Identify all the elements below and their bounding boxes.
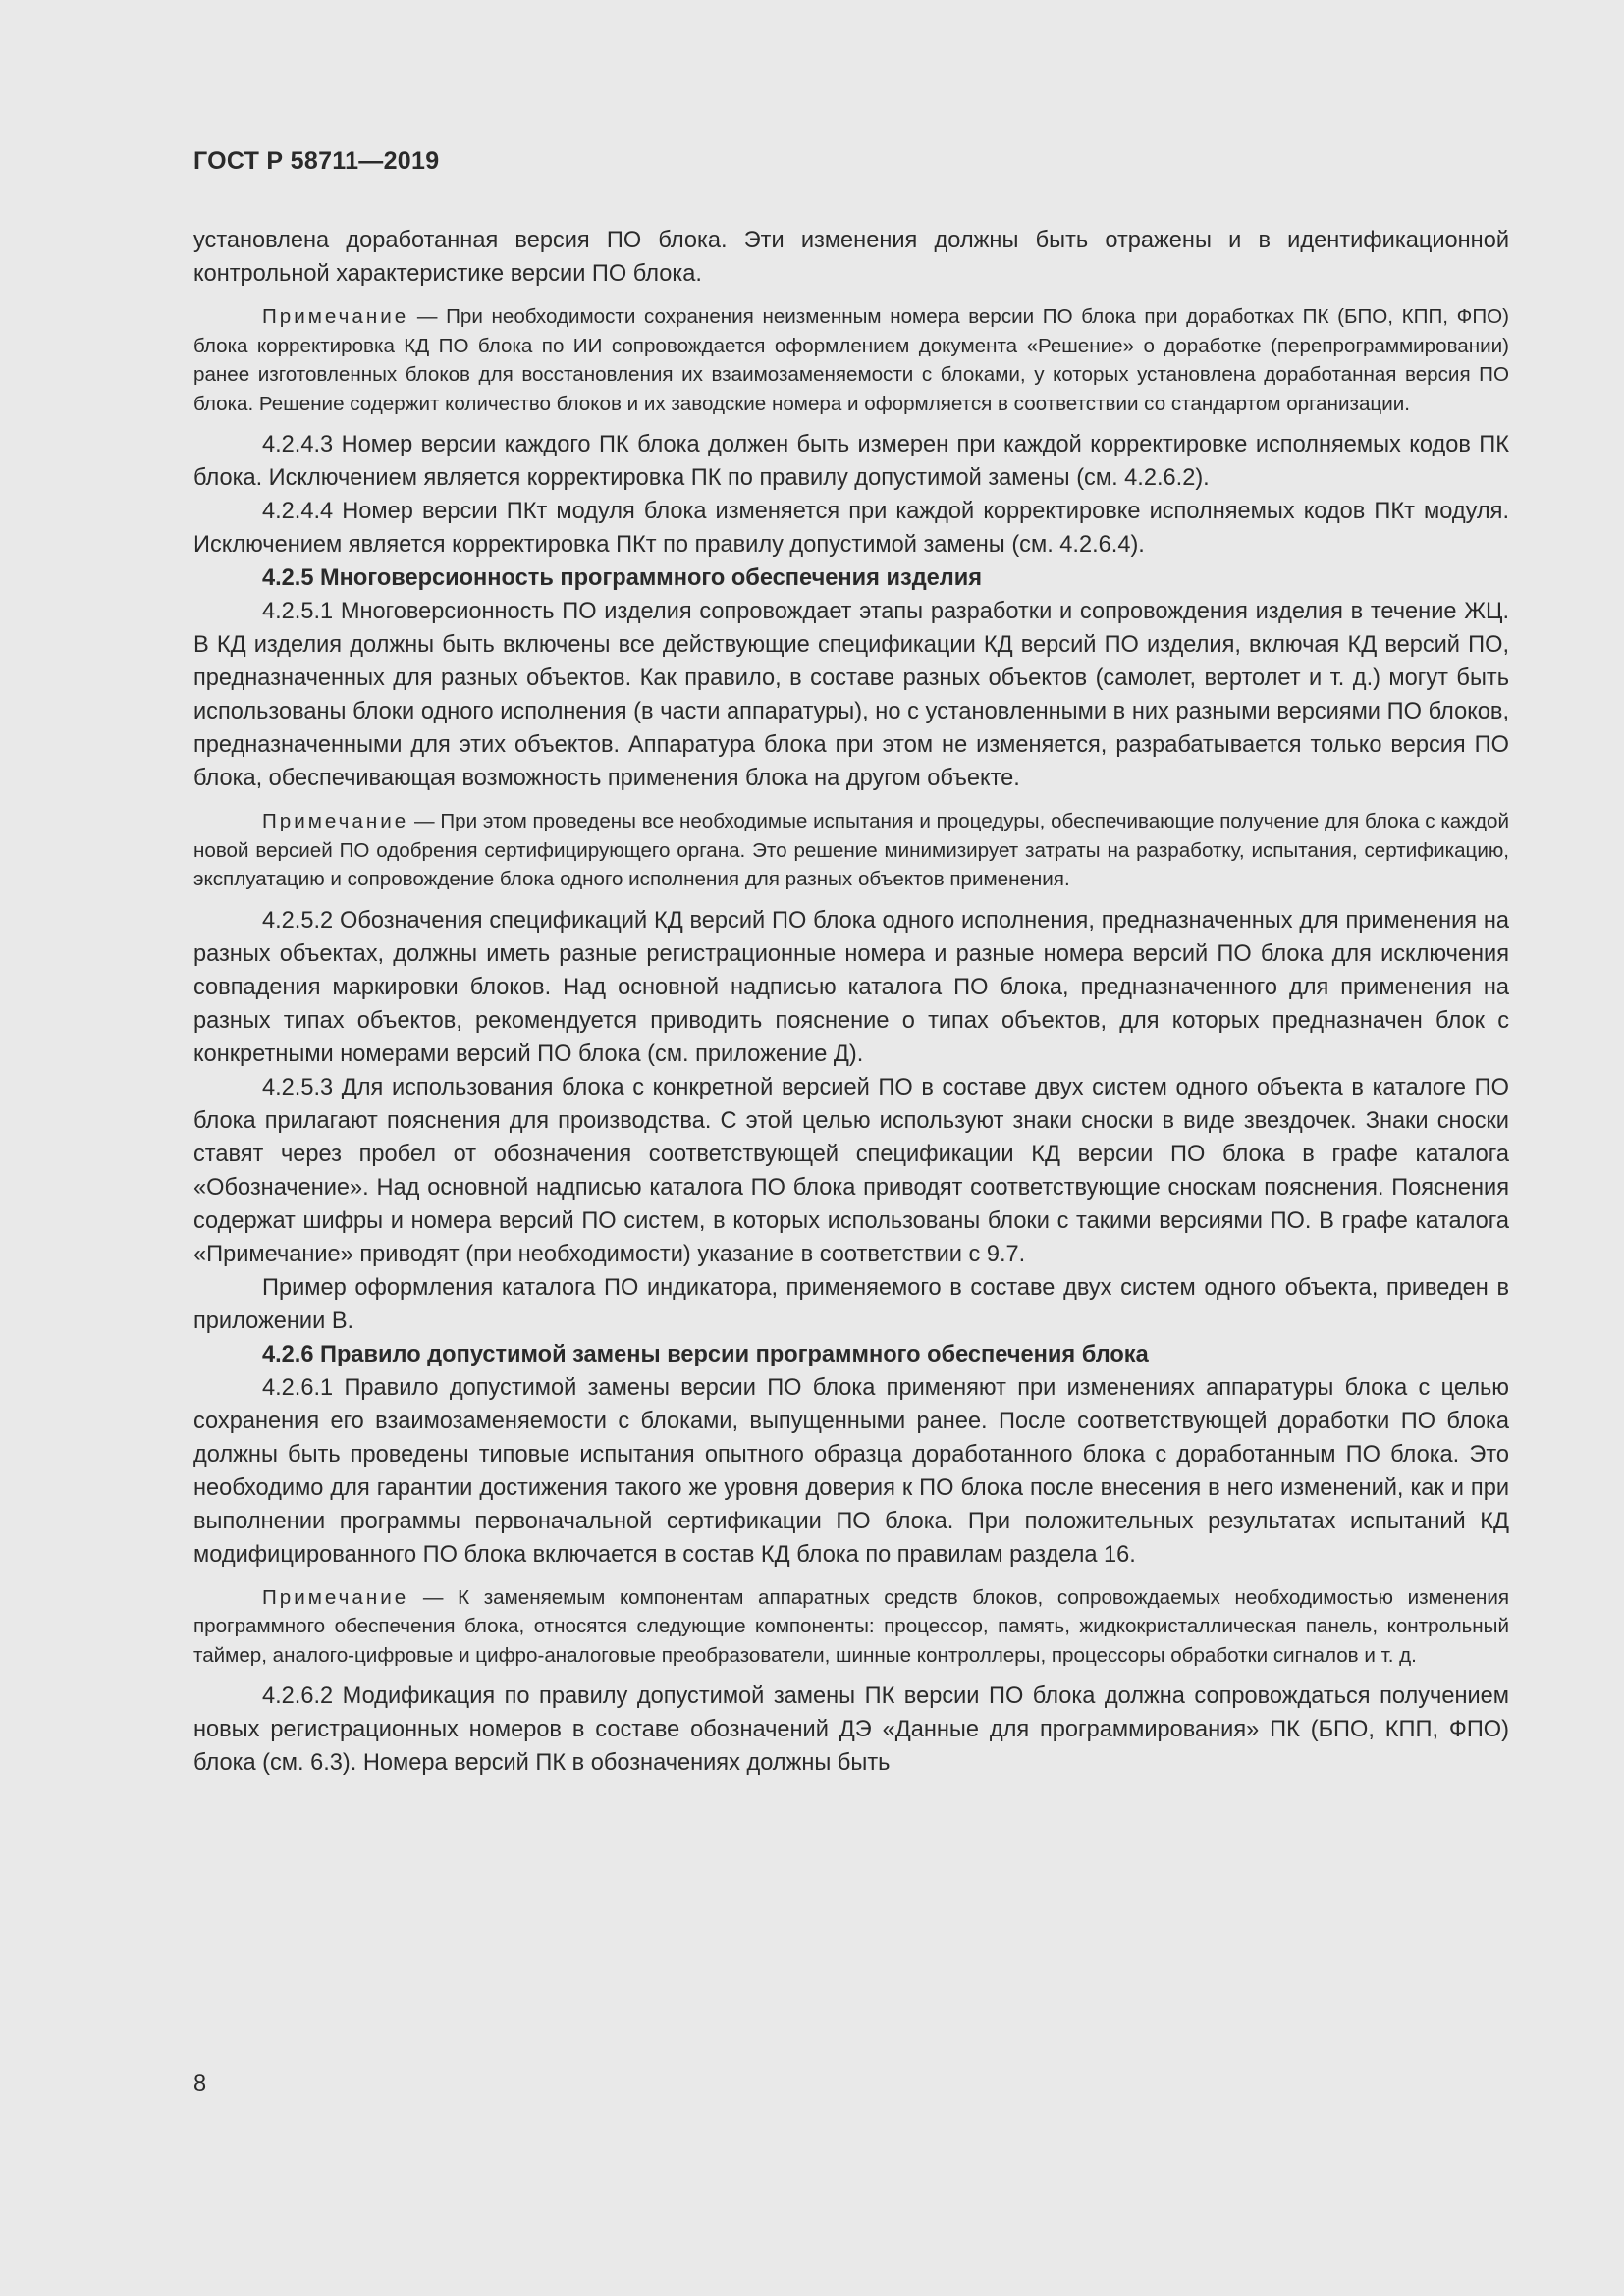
paragraph-4-2-5-3: 4.2.5.3 Для использования блока с конкретной версией ПО в составе двух систем одного объекта в каталоге ПО блока прилагают пояснения для производства. С этой целью используют знаки сноски в виде звездочек. Знаки сноски ставят через пробел от обозначения соответствующей спецификации КД версии ПО блока в графе каталога «Обозначение». Над основной надписью каталога ПО блока приводят соответствующие сноскам пояснения. Пояснения содержат шифры и номера версий ПО систем, в которых использованы блоки с такими версиями ПО. В графе каталога «Примечание» приводят (при необходимости) указание в соответствии с 9.7.	[193, 1074, 1509, 1267]
page-number: 8	[193, 2071, 207, 2097]
section-heading-4-2-6: 4.2.6 Правило допустимой замены версии программного обеспечения блока	[262, 1341, 1149, 1367]
note-3-text: — К заменяемым компонентам аппаратных средств блоков, сопровождаемых необходимостью изменения программного обеспечения блока, относятся следующие компоненты: процессор, память, жидкокристаллическая панель, контрольный таймер, аналого-цифровые и цифро-аналоговые преобразователи, шинные контроллеры, процессоры обработки сигналов и т. д.	[193, 1585, 1509, 1667]
note-label: Примечание	[262, 1585, 409, 1609]
note-2	[193, 807, 1509, 894]
note-label: Примечание	[262, 810, 409, 832]
note-3	[193, 1583, 1509, 1671]
paragraph-example: Пример оформления каталога ПО индикатора, применяемого в составе двух систем одного объекта, приведен в приложении В.	[193, 1274, 1509, 1334]
paragraph-4-2-4-3: 4.2.4.3 Номер версии каждого ПК блока должен быть измерен при каждой корректировке исполняемых кодов ПК блока. Исключением является корректировка ПК по правилу допустимой замены (см. 4.2.6.2).	[193, 432, 1509, 491]
document-body	[193, 224, 1509, 1780]
paragraph-continuation: установлена доработанная версия ПО блока. Эти изменения должны быть отражены и в идентификационной контрольной характеристике версии ПО блока.	[193, 228, 1509, 287]
paragraph-4-2-6-1: 4.2.6.1 Правило допустимой замены версии ПО блока применяют при изменениях аппаратуры блока с целью сохранения его взаимозаменяемости с блоками, выпущенными ранее. После соответствующей доработки ПО блока должны быть проведены типовые испытания опытного образца доработанного блока с доработанным ПО блока. Это необходимо для гарантии достижения такого же уровня доверия к ПО блока после внесения в него изменений, как и при выполнении программы первоначальной сертификации ПО блока. При положительных результатах испытаний КД модифицированного ПО блока включается в состав КД блока по правилам раздела 16.	[193, 1374, 1509, 1568]
page-header-standard-number: ГОСТ Р 58711—2019	[193, 147, 440, 175]
note-2-text: — При этом проведены все необходимые испытания и процедуры, обеспечивающие получение для блока с каждой новой версией ПО одобрения сертифицирующего органа. Это решение минимизирует затраты на разработку, испытания, сертификацию, эксплуатацию и сопровождение блока одного исполнения для разных объектов применения.	[193, 810, 1509, 890]
paragraph-4-2-4-4: 4.2.4.4 Номер версии ПКт модуля блока изменяется при каждой корректировке исполняемых кодов ПКт модуля. Исключением является корректировка ПКт по правилу допустимой замены (см. 4.2.6.4).	[193, 499, 1509, 558]
section-heading-4-2-5: 4.2.5 Многоверсионность программного обеспечения изделия	[262, 565, 983, 591]
note-label: Примечание	[262, 305, 409, 328]
paragraph-4-2-5-1: 4.2.5.1 Многоверсионность ПО изделия сопровождает этапы разработки и сопровождения изделия в течение ЖЦ. В КД изделия должны быть включены все действующие спецификации КД версий ПО изделия, включая КД версий ПО, предназначенных для разных объектов. Как правило, в составе разных объектов (самолет, вертолет и т. д.) могут быть использованы блоки одного исполнения (в части аппаратуры), но с установленными в них разными версиями ПО блоков, предназначенными для этих объектов. Аппаратура блока при этом не изменяется, разрабатывается только версия ПО блока, обеспечивающая возможность применения блока на другом объекте.	[193, 599, 1509, 791]
note-1	[193, 302, 1509, 418]
note-1-text: — При необходимости сохранения неизменным номера версии ПО блока при доработках ПК (БПО, КПП, ФПО) блока корректировка КД ПО блока по ИИ сопровождается оформлением документа «Решение» о доработке (перепрограммировании) ранее изготовленных блоков для восстановления их взаимозаменяемости с блоками, у которых установлена доработанная версия ПО блока. Решение содержит количество блоков и их заводские номера и оформляется в соответствии со стандартом организации.	[193, 305, 1509, 415]
paragraph-4-2-5-2: 4.2.5.2 Обозначения спецификаций КД версий ПО блока одного исполнения, предназначенных для применения на разных объектах, должны иметь разные регистрационные номера и разные номера версий ПО блока для исключения совпадения маркировки блоков. Над основной надписью каталога ПО блока, предназначенного для применения на разных типах объектов, рекомендуется приводить пояснение о типах объектов, для которых предназначен блок с конкретными номерами версий ПО блока (см. приложение Д).	[193, 907, 1509, 1067]
paragraph-4-2-6-2: 4.2.6.2 Модификация по правилу допустимой замены ПК версии ПО блока должна сопровождаться получением новых регистрационных номеров в составе обозначений ДЭ «Данные для программирования» ПК (БПО, КПП, ФПО) блока (см. 6.3). Номера версий ПК в обозначениях должны быть	[193, 1683, 1509, 1776]
